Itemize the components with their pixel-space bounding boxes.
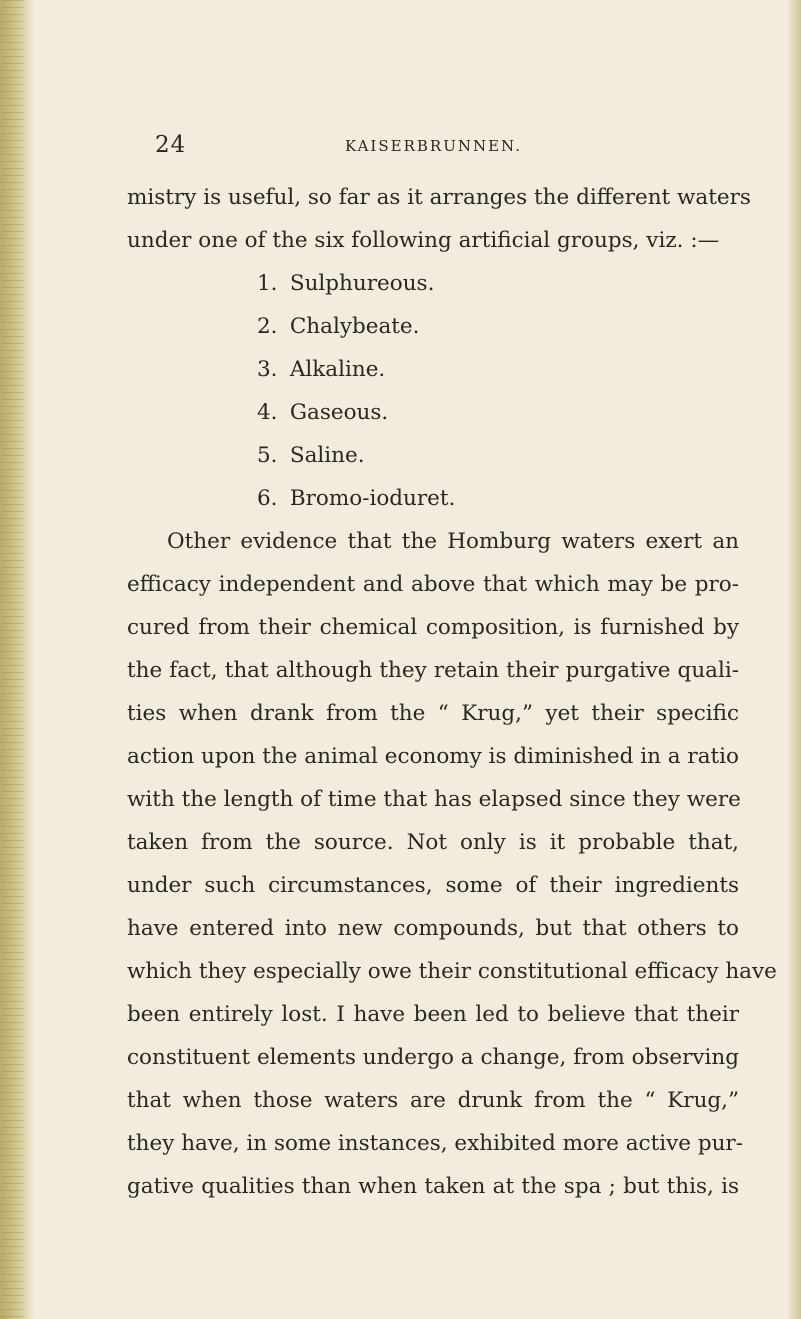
- list-item: [257, 477, 739, 520]
- text-line: efficacy independent and above that which may be pro-: [127, 572, 739, 597]
- list-item-number: 6.: [257, 486, 278, 511]
- list-item-label: Gaseous.: [289, 400, 389, 425]
- text-line: which they especially owe their constitutional efficacy have: [127, 959, 777, 984]
- text-line: gative qualities than when taken at the spa ; but this, is: [127, 1174, 739, 1199]
- list-item-number: 4.: [257, 400, 278, 425]
- list-item-number: 5.: [257, 443, 278, 468]
- list-item: [257, 434, 739, 477]
- text-line: action upon the animal economy is diminished in a ratio: [127, 744, 739, 769]
- text-line: the fact, that although they retain their purgative quali-: [127, 658, 739, 683]
- list-item: [257, 305, 739, 348]
- list-item-label: Saline.: [289, 443, 365, 468]
- text-line: been entirely lost. I have been led to believe that their: [127, 1002, 739, 1027]
- page-number: 24: [155, 132, 187, 158]
- list-item: [257, 391, 739, 434]
- text-line: constituent elements undergo a change, from observing: [127, 1045, 739, 1070]
- list-item-number: 3.: [257, 357, 278, 382]
- text-line: mistry is useful, so far as it arranges the different waters: [127, 185, 751, 210]
- text-line: ties when drank from the “ Krug,” yet their specific: [127, 701, 739, 726]
- text-line: that when those waters are drunk from the “ Krug,”: [127, 1088, 739, 1113]
- intro-paragraph: [127, 176, 751, 262]
- list-item-label: Bromo-ioduret.: [289, 486, 456, 511]
- binding-texture: [2, 0, 24, 1319]
- text-line: Other evidence that the Homburg waters exert an: [167, 529, 739, 554]
- book-binding-edge: [0, 0, 34, 1319]
- body-paragraph: [127, 520, 777, 1208]
- groups-list: [127, 262, 739, 520]
- text-line: under one of the six following artificial groups, viz. :—: [127, 228, 720, 253]
- list-item-label: Sulphureous.: [289, 271, 435, 296]
- book-page: [127, 126, 777, 1208]
- text-line: cured from their chemical composition, is furnished by: [127, 615, 739, 640]
- list-item-number: 1.: [257, 271, 278, 296]
- list-item-label: Chalybeate.: [289, 314, 420, 339]
- text-line: with the length of time that has elapsed since they were: [127, 787, 741, 812]
- page-right-edge: [787, 0, 801, 1319]
- list-item: [257, 348, 739, 391]
- list-item-number: 2.: [257, 314, 278, 339]
- list-item-label: Alkaline.: [289, 357, 386, 382]
- text-line: under such circumstances, some of their ingredients: [127, 873, 739, 898]
- text-line: have entered into new compounds, but that others to: [127, 916, 739, 941]
- text-line: they have, in some instances, exhibited more active pur-: [127, 1131, 743, 1156]
- list-item: [257, 262, 739, 305]
- text-line: taken from the source. Not only is it probable that,: [127, 830, 739, 855]
- running-head: KAISERBRUNNEN.: [345, 137, 522, 155]
- page-header: [127, 126, 739, 162]
